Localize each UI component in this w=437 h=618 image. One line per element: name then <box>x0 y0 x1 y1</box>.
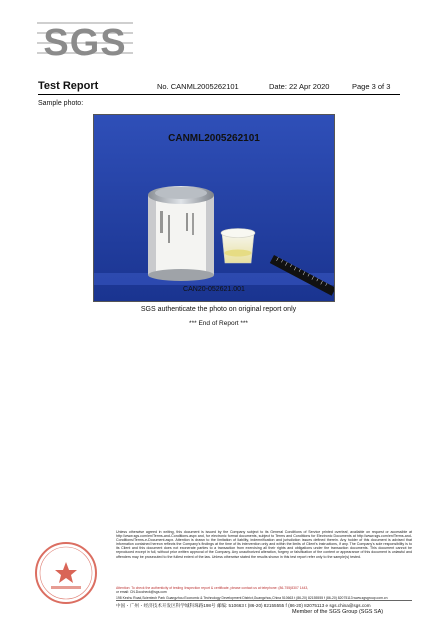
footer-divider <box>116 600 412 601</box>
end-of-report: *** End of Report *** <box>189 320 248 327</box>
report-number: No. CANML2005262101 <box>157 82 239 91</box>
member-of-sgs: Member of the SGS Group (SGS SA) <box>292 609 384 615</box>
authentication-note: SGS authenticate the photo on original report only <box>140 306 297 313</box>
sample-photo <box>93 114 335 302</box>
header-divider <box>38 94 400 95</box>
page-indicator: Page 3 of 3 <box>352 82 391 91</box>
report-title: Test Report <box>38 80 99 92</box>
sgs-logo <box>37 18 133 66</box>
footer-attention: Attention: To check the authenticity of testing /inspection report & certificate, please contact us at telephone: (86-755)8307 1443, <box>116 586 309 590</box>
footer-email: or email: CN.Doccheck@sgs.com <box>116 590 167 594</box>
company-seal <box>33 540 99 606</box>
photo-report-code: CANML2005262101 <box>168 133 260 144</box>
photo-caption: CAN20-052621.001 <box>183 286 245 293</box>
footer-address-en: 198 Kezhu Road,Scientech Park Guangzhou Economic & Technology Development District,Guangzhou,China 510663 t (86-20) 82155555 f (86-20) 82075113 www.sgsgroup.com.cn <box>116 596 388 600</box>
logo-text: SGS <box>43 22 127 64</box>
footer-address-cn: 中国・广州・经济技术开发区科学城科珠路198号 邮编: 510663 t (86-20) 82155555 f (86-20) 82075113 e sgs.china@sgs.com <box>116 603 371 608</box>
sample-photo-label: Sample photo: <box>38 100 84 107</box>
report-date: Date: 22 Apr 2020 <box>269 82 330 91</box>
footer-terms: Unless otherwise agreed in writing, this document is issued by the Company subject to its General Conditions of Service printed overleaf, available on request or accessible at http://www.sgs.com/en/Terms-and-Conditions.aspx and, for electronic format documents, subject to Terms and Conditions for Electronic Documents at http://www.sgs.com/en/Terms-and-Conditions/Terms-e-Document.aspx. Attention is drawn to the limitation of liability, indemnification and jurisdiction issues defined therein. Any holder of this document is advised that information contained hereon reflects the Company's findings at the time of its intervention only and within the limits of Client's instructions, if any. The Company's sole responsibility is to its Client and this document does not exonerate parties to a transaction from exercising all their rights and obligations under the transaction documents. This document cannot be reproduced except in full, without prior written approval of the Company. Any unauthorized alteration, forgery or falsification of the content or appearance of this document is unlawful and offenders may be prosecuted to the fullest extent of the law. Unless otherwise stated the results shown in this test report refer only to the sample(s) tested. <box>116 530 412 559</box>
